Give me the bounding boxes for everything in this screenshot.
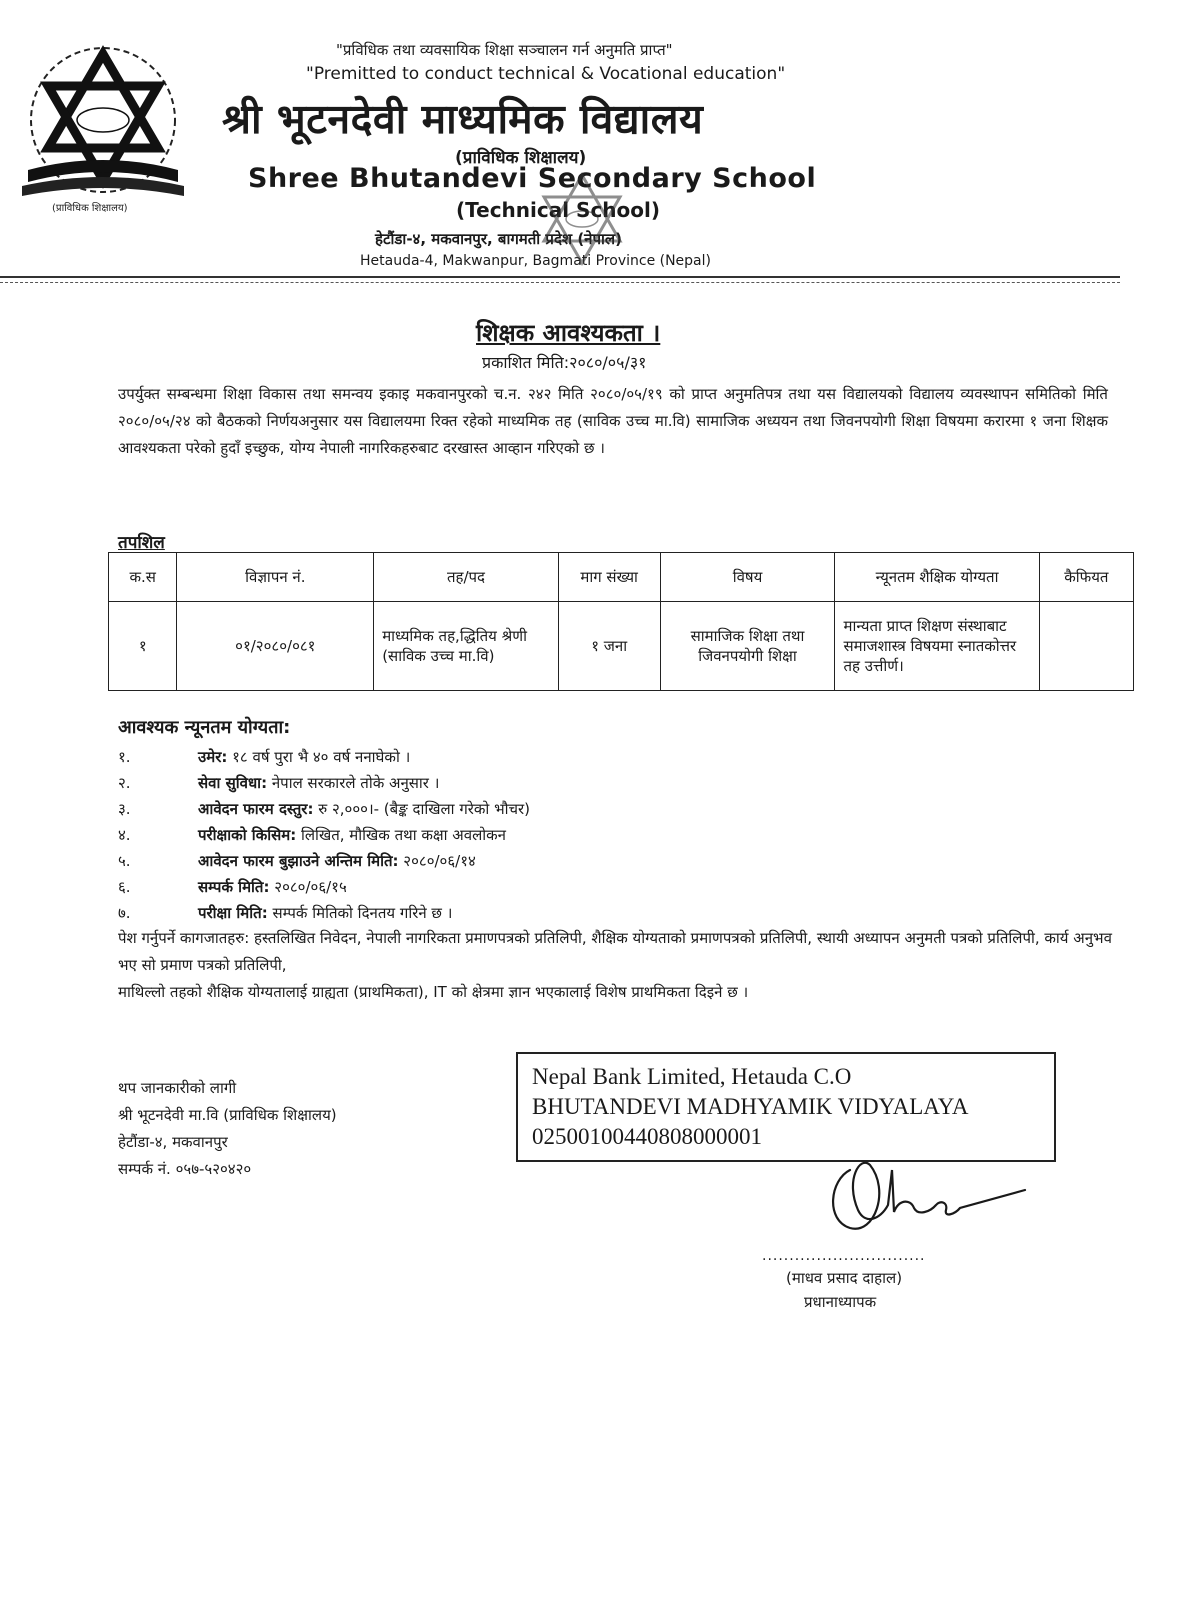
school-logo: [8, 40, 198, 215]
logo-caption: (प्राविधिक शिक्षालय): [52, 203, 128, 214]
list-item: [118, 822, 1118, 848]
item-number: १.: [118, 748, 131, 766]
vacancy-table: [108, 552, 1134, 691]
col-remarks: कैफियत: [1039, 553, 1133, 602]
col-subject: विषय: [660, 553, 835, 602]
published-date: २०८०/०५/३१: [569, 353, 647, 372]
cell-subject: सामाजिक शिक्षा तथा जिवनपयोगी शिक्षा: [660, 602, 835, 691]
col-level: तह/पद: [374, 553, 559, 602]
school-subtitle-nepali: (प्राविधिक शिक्षालय): [455, 148, 587, 168]
contact-line: हेटौंडा-४, मकवानपुर: [118, 1133, 228, 1151]
item-number: ३.: [118, 800, 131, 818]
details-heading: तपशिल: [118, 533, 165, 553]
item-text: [198, 900, 452, 926]
list-item: [118, 874, 1118, 900]
item-label: परीक्षा मिति:: [198, 904, 268, 922]
school-subtitle-english: (Technical School): [456, 198, 661, 222]
item-text: [198, 770, 439, 796]
item-number: ६.: [118, 878, 131, 896]
item-number: ५.: [118, 852, 131, 870]
list-item: [118, 744, 1118, 770]
item-label: सम्पर्क मिति:: [198, 878, 270, 896]
contact-line: श्री भूटनदेवी मा.वि (प्राविधिक शिक्षालय): [118, 1106, 337, 1124]
header-rule-dashed: [0, 282, 1120, 283]
bank-details-box: [516, 1052, 1056, 1162]
signatory-title: प्रधानाध्यापक: [804, 1293, 877, 1311]
list-item: [118, 900, 1118, 926]
cell-level: माध्यमिक तह,द्धितिय श्रेणी (साविक उच्च मा.वि): [374, 602, 559, 691]
address-english: Hetauda-4, Makwanpur, Bagmati Province (Nepal): [360, 253, 711, 269]
item-label: परीक्षाको किसिम:: [198, 826, 297, 844]
col-serial: क.स: [109, 553, 177, 602]
col-advert-no: विज्ञापन नं.: [177, 553, 374, 602]
notice-title: शिक्षक आवश्यकता ।: [476, 319, 661, 347]
bank-name: Nepal Bank Limited, Hetauda C.O: [532, 1064, 852, 1089]
item-number: ४.: [118, 826, 131, 844]
table-row: [109, 602, 1134, 691]
item-value: १८ वर्ष पुरा भै ४० वर्ष ननाघेको ।: [232, 748, 411, 766]
signature-line: ..............................: [762, 1248, 926, 1264]
item-value: २०८०/०६/१४: [403, 852, 476, 870]
school-name-english: Shree Bhutandevi Secondary School: [248, 163, 817, 194]
item-value: रु २,०००।- (बैङ्क दाखिला गरेको भौचर): [318, 800, 531, 818]
item-value: २०८०/०६/१५: [274, 878, 347, 896]
item-value: लिखित, मौखिक तथा कक्षा अवलोकन: [301, 826, 507, 844]
item-label: उमेर:: [198, 748, 228, 766]
item-number: ७.: [118, 904, 131, 922]
col-demand: माग संख्या: [558, 553, 660, 602]
list-item: [118, 796, 1118, 822]
contact-phone: सम्पर्क नं. ०५७-५२०४२०: [118, 1160, 252, 1178]
item-text: [198, 848, 476, 874]
cell-qualification: मान्यता प्राप्त शिक्षण संस्थाबाट समाजशास्त्र विषयमा स्नातकोत्तर तह उत्तीर्ण।: [835, 602, 1039, 691]
requirements-heading: आवश्यक न्यूनतम योग्यता:: [118, 717, 291, 738]
item-label: आवेदन फारम दस्तुर:: [198, 800, 314, 818]
header-rule: [0, 276, 1120, 278]
tagline-nepali: "प्रविधिक तथा व्यवसायिक शिक्षा सञ्चालन गर्न अनुमति प्राप्त": [336, 41, 673, 59]
item-text: [198, 822, 506, 848]
item-text: [198, 744, 410, 770]
list-item: [118, 770, 1118, 796]
cell-serial: १: [109, 602, 177, 691]
notice-body: उपर्युक्त सम्बन्धमा शिक्षा विकास तथा समन्वय इकाइ मकवानपुरको च.न. २४२ मिति २०८०/०५/१९ को प्राप्त अनुमतिपत्र तथा यस विद्यालयको विद्यालय व्यवस्थापन समितिको मिति २०८०/०५/२४ को बैठकको निर्णयअनुसार यस विद्यालयमा रिक्त रहेको माध्यमिक तह (साविक उच्च मा.वि) सामाजिक अध्ययन तथा जिवनपयोगी शिक्षा विषयमा करारमा १ जना शिक्षक आवश्यकता परेको हुदाँ इच्छुक, योग्य नेपाली नागरिकहरुबाट दरखास्त आव्हान गरिएको छ ।: [118, 385, 1108, 457]
published-label: प्रकाशित मिति:: [482, 353, 570, 372]
preference-note: माथिल्लो तहको शैक्षिक योग्यतालाई ग्राह्यता (प्राथमिकता), IT को क्षेत्रमा ज्ञान भएकालाई विशेष प्राथमिकता दिइने छ ।: [118, 983, 749, 1001]
documents-required: पेश गर्नुपर्ने कागजातहरु: हस्तलिखित निवेदन, नेपाली नागरिकता प्रमाणपत्रको प्रतिलिपी, शैक्षिक योग्यताको प्रमाणपत्रको प्रतिलिपी, स्थायी अध्यापन अनुमती पत्रको प्रतिलिपी, कार्य अनुभव भए सो प्रमाण पत्रको प्रतिलिपी,: [118, 929, 1112, 974]
col-qualification: न्यूनतम शैक्षिक योग्यता: [835, 553, 1039, 602]
school-name-nepali: श्री भूटनदेवी माध्यमिक विद्यालय: [222, 95, 704, 143]
cell-demand: १ जना: [558, 602, 660, 691]
contact-heading: थप जानकारीको लागी: [118, 1079, 237, 1097]
account-number: 02500100440808000001: [532, 1124, 762, 1149]
account-name: BHUTANDEVI MADHYAMIK VIDYALAYA: [532, 1094, 969, 1119]
item-text: [198, 796, 530, 822]
documents-paragraph: [118, 925, 1128, 1006]
item-text: [198, 874, 347, 900]
cell-advert-no: ०१/२०८०/०८१: [177, 602, 374, 691]
address-nepali: हेटौंडा-४, मकवानपुर, बागमती प्रदेश (नेपाल): [375, 230, 622, 248]
item-number: २.: [118, 774, 131, 792]
published-line: [482, 351, 646, 373]
cell-remarks: [1039, 602, 1133, 691]
contact-block: [118, 1075, 337, 1183]
item-value: नेपाल सरकारले तोके अनुसार ।: [271, 774, 440, 792]
list-item: [118, 848, 1118, 874]
handwritten-signature: [820, 1150, 1040, 1240]
requirements-list: [118, 744, 1118, 926]
item-value: सम्पर्क मितिको दिनतय गरिने छ ।: [272, 904, 453, 922]
signatory-name: (माधव प्रसाद दाहाल): [786, 1269, 903, 1287]
table-header-row: [109, 553, 1134, 602]
item-label: सेवा सुविधा:: [198, 774, 268, 792]
item-label: आवेदन फारम बुझाउने अन्तिम मिति:: [198, 852, 399, 870]
tagline-english: "Premitted to conduct technical & Vocational education": [306, 64, 786, 84]
